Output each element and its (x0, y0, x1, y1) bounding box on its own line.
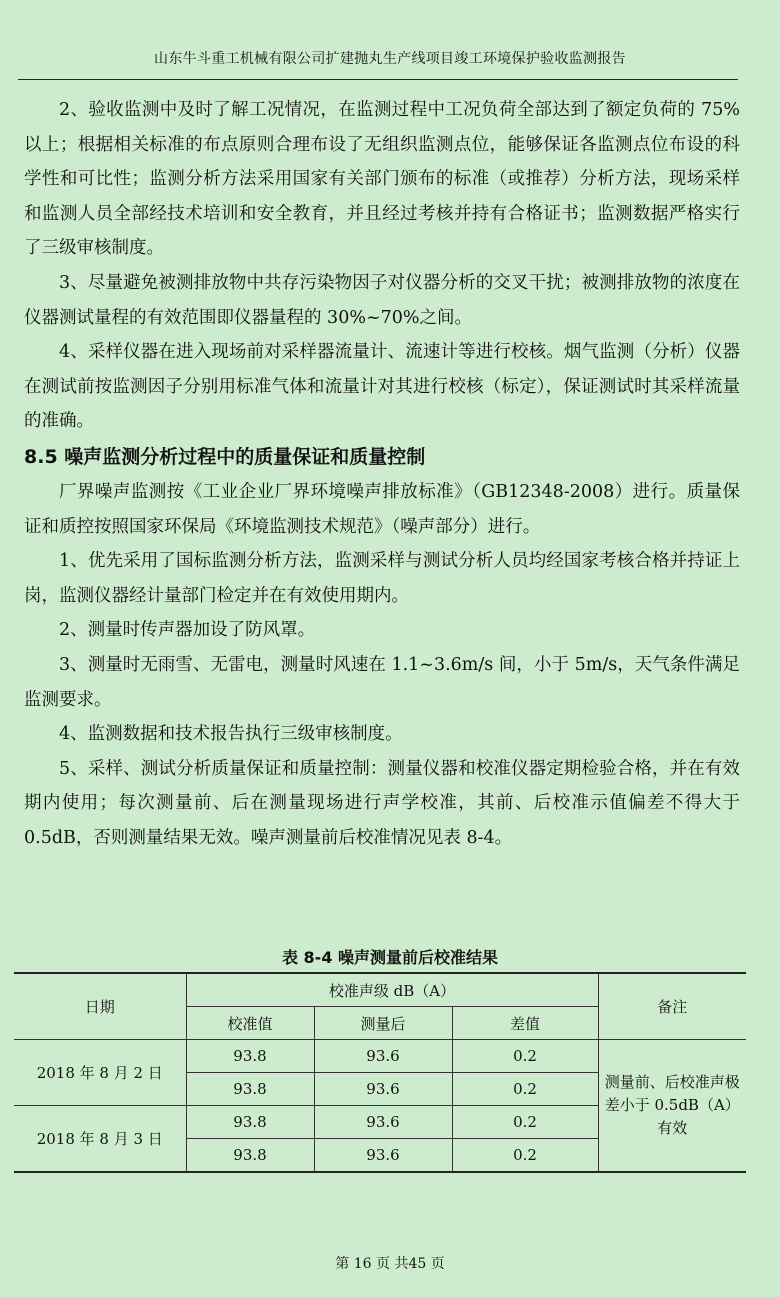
date-cell: 2018 年 8 月 3 日 (14, 1106, 186, 1173)
measured-cell: 93.6 (314, 1139, 452, 1173)
diff-cell: 0.2 (452, 1106, 598, 1139)
paragraph: 4、监测数据和技术报告执行三级审核制度。 (59, 724, 403, 745)
header-remark: 备注 (598, 973, 746, 1040)
page-footer: 第 16 页 共45 页 (335, 1256, 445, 1272)
header-calibration-level: 校准声级 dB（A） (186, 973, 598, 1007)
measured-cell: 93.6 (314, 1106, 452, 1139)
paragraph: 5、采样、测试分析质量保证和质量控制：测量仪器和校准仪器定期检验合格，并在有效期内使用；每次测量前、后在测量现场进行声学校准，其前、后校准示值偏差不得大于 0.5dB，否则测量结果无效。噪声测量前后校准情况见表 8-4。 (24, 758, 740, 848)
calib-cell: 93.8 (186, 1040, 314, 1073)
diff-cell: 0.2 (452, 1139, 598, 1173)
remark-cell: 测量前、后校准声极差小于 0.5dB（A）有效 (598, 1040, 746, 1173)
header-divider (18, 79, 738, 80)
calib-cell: 93.8 (186, 1106, 314, 1139)
table-header-row (14, 973, 746, 1007)
date-cell: 2018 年 8 月 2 日 (14, 1040, 186, 1106)
header-calibration-value: 校准值 (186, 1007, 314, 1040)
measured-cell: 93.6 (314, 1073, 452, 1106)
paragraph: 2、测量时传声器加设了防风罩。 (59, 620, 316, 641)
diff-cell: 0.2 (452, 1073, 598, 1106)
section-title: 8.5 噪声监测分析过程中的质量保证和质量控制 (24, 445, 426, 468)
paragraph: 3、尽量避免被测排放物中共存污染物因子对仪器分析的交叉干扰；被测排放物的浓度在仪器测试量程的有效范围即仪器量程的 30%~70%之间。 (24, 272, 740, 328)
calib-cell: 93.8 (186, 1139, 314, 1173)
header-date: 日期 (14, 973, 186, 1040)
header-difference: 差值 (452, 1007, 598, 1040)
paragraph: 2、验收监测中及时了解工况情况，在监测过程中工况负荷全部达到了额定负荷的 75%以上；根据相关标准的布点原则合理布设了无组织监测点位，能够保证各监测点位布设的科学性和可比性；监测分析方法采用国家有关部门颁布的标准（或推荐）分析方法，现场采样和监测人员全部经技术培训和安全教育，并且经过考核并持有合格证书；监测数据严格实行了三级审核制度。 (24, 100, 740, 259)
paragraph: 1、优先采用了国标监测分析方法，监测采样与测试分析人员均经国家考核合格并持证上岗，监测仪器经计量部门检定并在有效使用期内。 (24, 551, 740, 606)
calibration-table (14, 972, 746, 1173)
paragraph: 厂界噪声监测按《工业企业厂界环境噪声排放标准》（GB12348-2008）进行。质量保证和质控按照国家环保局《环境监测技术规范》（噪声部分）进行。 (24, 481, 740, 537)
paragraph: 3、测量时无雨雪、无雷电，测量时风速在 1.1~3.6m/s 间，小于 5m/s，天气条件满足监测要求。 (24, 654, 740, 710)
body-text (24, 93, 740, 855)
measured-cell: 93.6 (314, 1040, 452, 1073)
page-header: 山东牛斗重工机械有限公司扩建抛丸生产线项目竣工环境保护验收监测报告 (154, 51, 626, 67)
diff-cell: 0.2 (452, 1040, 598, 1073)
table-row (14, 1040, 746, 1073)
header-measured-after: 测量后 (314, 1007, 452, 1040)
calib-cell: 93.8 (186, 1073, 314, 1106)
table-caption: 表 8-4 噪声测量前后校准结果 (281, 948, 499, 967)
paragraph: 4、采样仪器在进入现场前对采样器流量计、流速计等进行校核。烟气监测（分析）仪器在测试前按监测因子分别用标准气体和流量计对其进行校核（标定），保证测试时其采样流量的准确。 (24, 342, 740, 432)
